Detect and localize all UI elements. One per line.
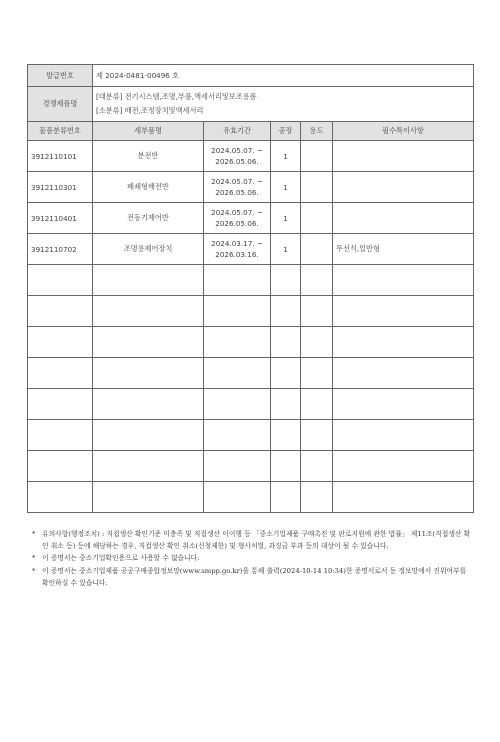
required-notes-cell — [333, 203, 474, 234]
product-minor-category: [소분류] 배전,조정장치및액세서리 — [96, 106, 204, 115]
empty-row — [28, 389, 474, 420]
notes-section — [32, 528, 472, 589]
required-notes-cell — [333, 172, 474, 203]
table-row — [28, 234, 474, 265]
empty-row — [28, 296, 474, 327]
usage-cell — [301, 172, 333, 203]
classification-code: 3912110101 — [28, 141, 93, 172]
item-name: 분전반 — [93, 141, 204, 172]
usage-cell — [301, 141, 333, 172]
validity-period: 2024.05.07. ~ 2026.05.06. — [204, 203, 271, 234]
factory-count: 1 — [271, 234, 301, 265]
usage-cell — [301, 234, 333, 265]
column-header: 유효기간 — [204, 122, 271, 141]
product-major-category: [대분류] 전기시스템,조명,부품,액세서리및보조용품 — [96, 92, 257, 101]
empty-row — [28, 358, 474, 389]
validity-period: 2024.05.07. ~ 2026.05.06. — [204, 172, 271, 203]
usage-cell — [301, 203, 333, 234]
table-row — [28, 141, 474, 172]
required-notes-cell — [333, 141, 474, 172]
item-name: 전동기제어반 — [93, 203, 204, 234]
note-bullet: * — [32, 566, 36, 575]
note-item — [32, 552, 472, 564]
issue-number-label: 발급번호 — [28, 65, 93, 87]
column-header: 용도 — [301, 122, 333, 141]
note-text: 이 증명서는 중소기업제품 공공구매종합정보망(www.smpp.go.kr)을 통해 출력(2024-10-14 10:34)한 증명서로서 동 정보망에서 진위여부를 확인하실 수 있습니다. — [42, 566, 467, 587]
table-row — [28, 203, 474, 234]
note-bullet: * — [32, 554, 36, 563]
factory-count: 1 — [271, 203, 301, 234]
column-header: 필수특이사항 — [333, 122, 474, 141]
column-header: 세부품명 — [93, 122, 204, 141]
product-name-value — [93, 87, 474, 122]
empty-row — [28, 482, 474, 513]
empty-row — [28, 420, 474, 451]
validity-period: 2024.03.17. ~ 2026.03.16. — [204, 234, 271, 265]
table-header-row — [28, 122, 474, 141]
empty-row — [28, 451, 474, 482]
empty-row — [28, 327, 474, 358]
table-row — [28, 172, 474, 203]
issue-number-value: 제 2024-0481-00496 호 — [93, 65, 474, 87]
product-name-label: 경쟁제품명 — [28, 87, 93, 122]
certificate-document — [27, 64, 473, 513]
note-text: 유의사항(행정조치) : 직접생산 확인기준 미충족 및 직접생산 이이행 등 「중소기업제품 구매촉진 및 판로지원에 관한 법률」 제11조(직접생산 확인 취소 등) 등에 해당하는 경우, 직접생산 확인 취소(신청제한) 및 형사처벌, 과징금 부과 등의 대상이 될 수 있습니다. — [42, 530, 471, 551]
factory-count: 1 — [271, 141, 301, 172]
item-name: 조명용제어장치 — [93, 234, 204, 265]
note-text: 이 증명서는 중소기업확인용으로 사용할 수 없습니다. — [42, 554, 200, 563]
column-header: 물품분류번호 — [28, 122, 93, 141]
classification-code: 3912110301 — [28, 172, 93, 203]
column-header: 공장 — [271, 122, 301, 141]
note-bullet: * — [32, 530, 36, 538]
classification-code: 3912110702 — [28, 234, 93, 265]
item-name: 폐쇄형배전반 — [93, 172, 204, 203]
issue-number-row — [28, 65, 474, 87]
factory-count: 1 — [271, 172, 301, 203]
note-item — [32, 528, 472, 552]
required-notes-cell: 무선식,일반형 — [333, 234, 474, 265]
certificate-table — [27, 64, 474, 513]
classification-code: 3912110401 — [28, 203, 93, 234]
product-name-row — [28, 87, 474, 122]
empty-row — [28, 265, 474, 296]
validity-period: 2024.05.07. ~ 2026.05.06. — [204, 141, 271, 172]
note-item — [32, 565, 472, 589]
